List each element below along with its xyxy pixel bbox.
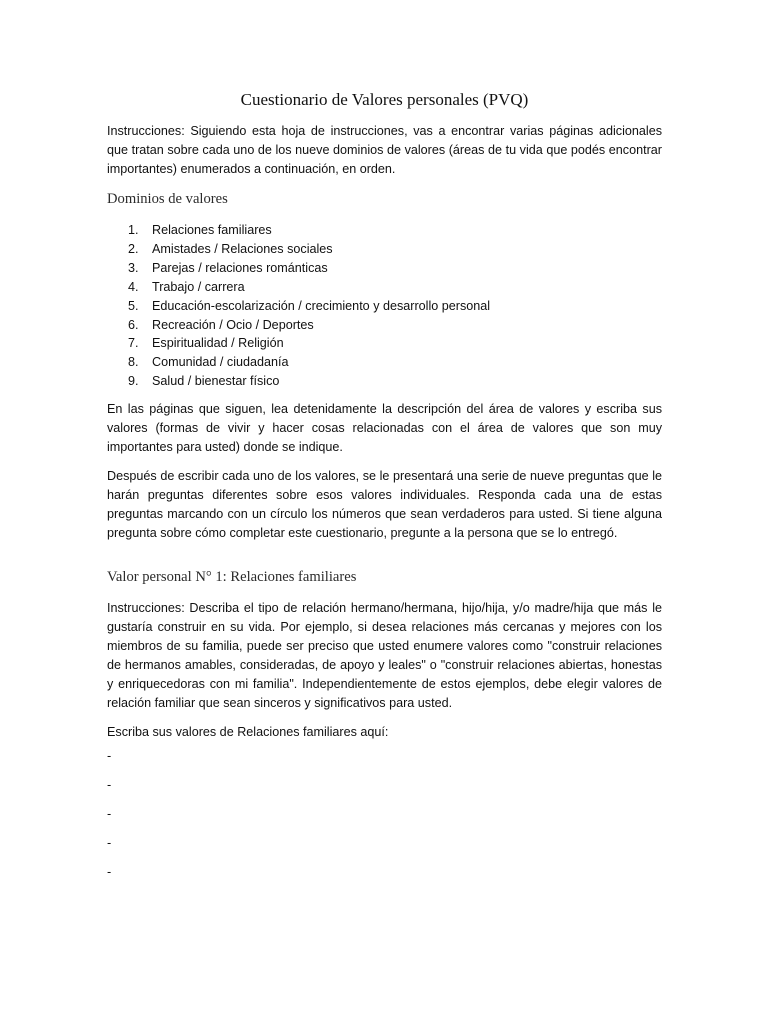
list-item [128,297,662,316]
list-item-label: Salud / bienestar físico [152,374,280,389]
list-item-label: Comunidad / ciudadanía [152,355,289,370]
answer-line: - [107,836,112,851]
list-number: 3. [128,260,139,275]
list-item-label: Amistades / Relaciones sociales [152,241,333,256]
list-item [128,334,662,353]
questions-paragraph: Después de escribir cada uno de los valores, se le presentará una serie de nueve preguntas que le harán preguntas diferentes sobre esos valores individuales. Responda cada una de estas preguntas marcando con un círculo los números que sean verdaderos para usted. Si tiene alguna pregunta sobre cómo completar este cuestionario, pregunte a la persona que se lo entregó. [107,469,662,541]
list-item [128,278,662,297]
domains-list [107,221,662,391]
list-item-label: Educación-escolarización / crecimiento y desarrollo personal [152,298,491,313]
intro-paragraph: Instrucciones: Siguiendo esta hoja de instrucciones, vas a encontrar varias páginas adicionales que tratan sobre cada uno de los nueve dominios de valores (áreas de tu vida que podés encontrar importantes) enumerados a continuación, en orden. [107,124,662,176]
section1-instructions: Instrucciones: Describa el tipo de relación hermano/hermana, hijo/hija, y/o madre/hija que más le gustaría construir en su vida. Por ejemplo, si desea relaciones más cercanas y mejores con los miembros de su familia, puede ser preciso que usted enumere valores como "construir relaciones de hermanos amables, consideradas, de apoyo y leales" o "construir relaciones abiertas, honestas y enriquecedoras con mi familia". Independientemente de estos ejemplos, debe elegir valores de relación familiar que sean sinceros y significativos para usted. [107,601,662,711]
list-number: 9. [128,374,139,389]
list-number: 2. [128,241,139,256]
answer-lines [107,742,662,887]
list-item-label: Espiritualidad / Religión [152,336,284,351]
domains-heading: Dominios de valores [107,191,228,207]
answer-line: - [107,865,112,880]
document-title: Cuestionario de Valores personales (PVQ) [240,90,529,109]
list-item [128,372,662,391]
list-item-label: Parejas / relaciones románticas [152,260,328,275]
list-number: 5. [128,298,139,313]
answer-line: - [107,749,112,764]
section-spacer [107,553,662,567]
pages-paragraph: En las páginas que siguen, lea detenidamente la descripción del área de valores y escriba sus valores (formas de vivir y hacer cosas relacionadas con el área de valores que son muy importantes para usted) donde se indique. [107,402,662,455]
list-item [128,240,662,259]
list-item-label: Trabajo / carrera [152,279,245,294]
list-number: 7. [128,336,139,351]
list-item [128,259,662,278]
list-number: 8. [128,355,139,370]
answer-line: - [107,778,112,793]
answer-line: - [107,807,112,822]
section1-heading: Valor personal N° 1: Relaciones familiares [107,569,357,586]
list-item [128,221,662,240]
list-number: 4. [128,279,139,294]
list-number: 6. [128,317,139,332]
list-number: 1. [128,223,139,237]
list-item-label: Relaciones familiares [152,223,272,237]
section1-prompt: Escriba sus valores de Relaciones familiares aquí: [107,725,389,740]
list-item [128,353,662,372]
list-item [128,316,662,335]
list-item-label: Recreación / Ocio / Deportes [152,317,314,332]
